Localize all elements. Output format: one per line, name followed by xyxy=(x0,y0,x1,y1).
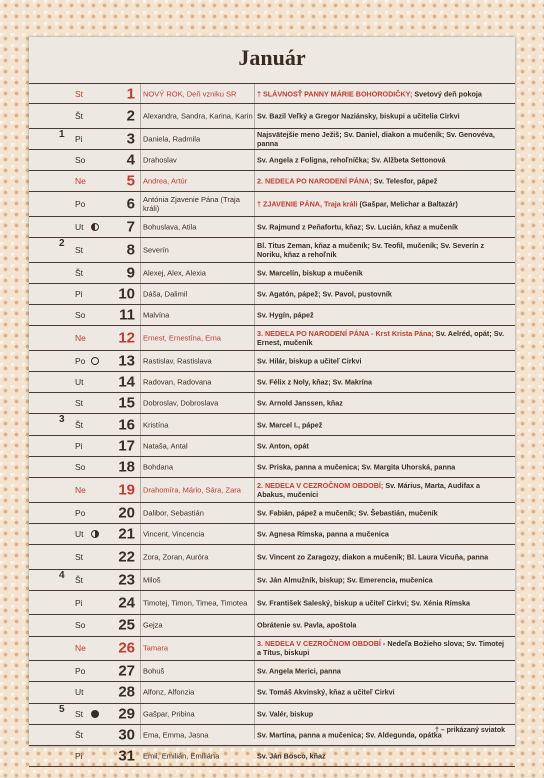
saints xyxy=(257,268,509,277)
day-row xyxy=(29,436,515,457)
day-number: 11 xyxy=(119,306,135,324)
day-number: 14 xyxy=(118,373,135,391)
name-day: NOVÝ ROK, Deň vzniku SR xyxy=(143,89,237,99)
moon-phase-icon xyxy=(91,530,99,538)
saints xyxy=(257,311,509,320)
day-row xyxy=(29,393,515,414)
weekday: Ut xyxy=(75,528,84,539)
weekday: So xyxy=(75,155,86,166)
week-number: 1 xyxy=(59,128,65,140)
day-row xyxy=(29,351,515,372)
day-row xyxy=(29,661,515,682)
moon-phase-icon xyxy=(91,223,99,231)
saint-text: Najsvätejšie meno Ježiš; Sv. Daniel, diakon a mučeník; Sv. Genovéva, panna xyxy=(257,129,495,148)
saint-text: Svetový deň pokoja xyxy=(412,89,482,99)
day-row xyxy=(29,171,515,192)
saint-text: Sv. Bazil Veľký a Gregor Naziánsky, biskupi a učitelia Cirkvi xyxy=(257,111,460,121)
saints xyxy=(257,441,509,450)
day-row xyxy=(29,238,515,263)
weekday: St xyxy=(75,88,84,99)
saints xyxy=(257,529,509,538)
saints xyxy=(257,508,509,517)
day-row xyxy=(29,746,515,767)
day-row xyxy=(29,192,515,217)
name-day: Andrea, Artúr xyxy=(143,176,188,186)
day-number: 2 xyxy=(126,107,135,125)
saints xyxy=(257,462,509,471)
weekday: Ut xyxy=(75,377,84,388)
weekday: So xyxy=(75,620,86,631)
saint-text: Sv. Tomáš Akvinský, kňaz a učiteľ Cirkvi xyxy=(257,687,395,697)
saint-text: Sv. Marcelín, biskup a mučeník xyxy=(257,268,363,278)
day-rows xyxy=(29,83,515,767)
day-number: 5 xyxy=(126,172,135,190)
weekday: Ne xyxy=(75,176,86,187)
saint-text: Sv. Márius, Marta, Audifax a Abakus, mučeníci xyxy=(257,480,480,499)
saints xyxy=(257,378,509,387)
name-day: Rastislav, Rastislava xyxy=(143,356,212,366)
saint-text: Sv. Priska, panna a mučenica; Sv. Margita Uhorská, panna xyxy=(257,462,456,472)
day-row xyxy=(29,305,515,326)
saints xyxy=(257,481,509,499)
day-number: 13 xyxy=(118,352,135,370)
saint-text: Sv. Arnold Janssen, kňaz xyxy=(257,398,343,408)
day-row xyxy=(29,326,515,351)
saint-text: Sv. František Saleský, biskup a učiteľ Cirkvi; Sv. Xénia Rímska xyxy=(257,598,471,608)
day-row xyxy=(29,503,515,524)
day-number: 16 xyxy=(118,416,135,434)
day-row xyxy=(29,682,515,703)
day-number: 25 xyxy=(118,616,135,634)
day-row xyxy=(29,704,515,725)
name-day: Alexandra, Sandra, Karina, Karin xyxy=(143,111,253,121)
day-number: 29 xyxy=(118,705,135,723)
weekday: Ut xyxy=(75,222,84,233)
day-row xyxy=(29,372,515,393)
saint-text: Sv. Ján Almužník, biskup; Sv. Emerencia, mučenica xyxy=(257,575,433,585)
saint-text: Sv. Fabián, pápež a mučeník; Sv. Šebastián, mučeník xyxy=(257,508,438,518)
day-row xyxy=(29,263,515,284)
name-day: Ema, Emma, Jasna xyxy=(143,730,209,740)
saints xyxy=(257,223,509,232)
day-number: 26 xyxy=(118,639,135,657)
name-day: Antónia Zjavenie Pána (Traja králi) xyxy=(143,195,240,214)
name-day: Gejza xyxy=(143,620,163,630)
name-day: Timotej, Timon, Timea, Timotea xyxy=(143,598,248,608)
name-day: Radovan, Radovana xyxy=(143,377,212,387)
saints xyxy=(257,130,509,148)
day-row xyxy=(29,478,515,503)
saints xyxy=(257,420,509,429)
weekday: So xyxy=(75,310,86,321)
day-row xyxy=(29,414,515,435)
saints xyxy=(257,156,509,165)
calendar-sheet xyxy=(29,37,515,765)
name-day: Kristína xyxy=(143,420,169,430)
saint-text: Sv. Angela z Foligna, rehoľníčka; Sv. Alžbeta Settonová xyxy=(257,155,446,165)
weekday: Pi xyxy=(75,440,83,451)
day-row xyxy=(29,129,515,150)
feast-title: 2. NEDEĽA V CEZROČNOM OBDOBÍ; xyxy=(257,480,384,490)
weekday: Po xyxy=(75,507,86,518)
saints xyxy=(257,329,509,347)
name-day: Daniela, Radmila xyxy=(143,134,201,144)
day-number: 3 xyxy=(126,130,135,148)
day-number: 1 xyxy=(126,85,135,103)
weekday: Št xyxy=(75,110,84,121)
feast-title: 3. NEDEĽA V CEZROČNOM OBDOBÍ xyxy=(257,639,381,649)
saint-text: Sv. Anton, opát xyxy=(257,441,309,451)
day-row xyxy=(29,150,515,171)
saints xyxy=(257,598,509,607)
saints xyxy=(257,200,509,209)
weekday: Št xyxy=(75,419,84,430)
day-row xyxy=(29,637,515,662)
day-number: 28 xyxy=(118,683,135,701)
day-row xyxy=(29,615,515,636)
day-row xyxy=(29,457,515,478)
saints xyxy=(257,177,509,186)
day-number: 15 xyxy=(118,394,135,412)
saint-text: Sv. Valér, biskup xyxy=(257,709,314,719)
weekday: So xyxy=(75,461,86,472)
day-number: 27 xyxy=(118,662,135,680)
weekday: Po xyxy=(75,666,86,677)
saint-text: - Nedeľa Božieho slova; Sv. Timotej a Títus, biskupi xyxy=(257,639,505,658)
name-day: Severín xyxy=(143,245,169,255)
saint-text: Sv. Aelréd, opát; Sv. Ernest, mučeník xyxy=(257,329,504,348)
weekday: St xyxy=(75,708,84,719)
weekday: Ne xyxy=(75,333,86,344)
weekday: Št xyxy=(75,574,84,585)
day-number: 19 xyxy=(118,481,135,499)
name-day: Drahoslav xyxy=(143,155,177,165)
saints xyxy=(257,575,509,584)
name-day: Malvína xyxy=(143,310,170,320)
saint-text: Sv. Vincent zo Zaragozy, diakon a mučeník; Bl. Laura Vicuňa, panna xyxy=(257,552,489,562)
weekday: St xyxy=(75,244,84,255)
day-number: 10 xyxy=(118,285,135,303)
name-day: Vincent, Vincencia xyxy=(143,529,205,539)
moon-phase-icon xyxy=(91,710,99,718)
name-day: Dáša, Dalimil xyxy=(143,289,188,299)
name-day: Gašpar, Pribina xyxy=(143,709,195,719)
month-title: Január xyxy=(238,45,306,70)
name-day: Nataša, Antal xyxy=(143,441,188,451)
saints xyxy=(257,552,509,561)
feast-title: † ZJAVENIE PÁNA, Traja králi xyxy=(257,199,358,209)
day-number: 12 xyxy=(118,329,135,347)
day-number: 31 xyxy=(118,747,135,765)
day-number: 8 xyxy=(126,241,135,259)
saint-text: Sv. Marcel I., pápež xyxy=(257,420,323,430)
saint-text: (Gašpar, Melichar a Baltazár) xyxy=(357,199,458,209)
saint-text: Sv. Rajmund z Peňafortu, kňaz; Sv. Lucián, kňaz a mučeník xyxy=(257,222,459,232)
feast-title: † SLÁVNOSŤ PANNY MÁRIE BOHORODIČKY; xyxy=(257,89,413,99)
name-day: Drahomíra, Mário, Sára, Zara xyxy=(143,485,241,495)
name-day: Dalibor, Sebastián xyxy=(143,508,204,518)
saints xyxy=(257,111,509,120)
weekday: Št xyxy=(75,729,84,740)
weekday: Ne xyxy=(75,643,86,654)
weekday: St xyxy=(75,398,84,409)
weekday: Pi xyxy=(75,597,83,608)
saints xyxy=(257,667,509,676)
week-number: 2 xyxy=(59,238,65,250)
name-day: Zora, Zoran, Auróra xyxy=(143,552,209,562)
saint-text: Sv. Agnesa Rímska, panna a mučenica xyxy=(257,529,389,539)
day-number: 21 xyxy=(118,525,135,543)
weekday: Po xyxy=(75,355,86,366)
saints xyxy=(257,688,509,697)
day-row xyxy=(29,591,515,616)
day-row xyxy=(29,104,515,129)
saints xyxy=(257,639,509,657)
day-row xyxy=(29,83,515,104)
week-number: 3 xyxy=(59,414,65,426)
day-row xyxy=(29,284,515,305)
feast-title: 2. NEDEĽA PO NARODENÍ PÁNA; xyxy=(257,176,372,186)
name-day: Emil, Emilián, Emiliána xyxy=(143,751,220,761)
saint-text: Sv. Hygín, pápež xyxy=(257,310,314,320)
name-day: Bohdana xyxy=(143,462,174,472)
day-number: 23 xyxy=(118,571,135,589)
day-number: 17 xyxy=(118,437,135,455)
name-day: Bohuslava, Atila xyxy=(143,222,197,232)
day-number: 6 xyxy=(126,195,135,213)
day-number: 9 xyxy=(126,264,135,282)
feast-title: 3. NEDEĽA PO NARODENÍ PÁNA - Krst Krista Pána; xyxy=(257,329,434,339)
saint-text: Sv. Hilár, biskup a učiteľ Cirkvi xyxy=(257,356,362,366)
name-day: Tamara xyxy=(143,643,169,653)
moon-phase-icon xyxy=(91,357,99,365)
day-number: 22 xyxy=(118,548,135,566)
name-day: Alfonz, Alfonzia xyxy=(143,687,195,697)
weekday: Ne xyxy=(75,484,86,495)
saints xyxy=(257,709,509,718)
weekday: Št xyxy=(75,267,84,278)
saints xyxy=(257,89,509,98)
saints xyxy=(257,241,509,259)
day-number: 4 xyxy=(126,151,135,169)
name-day: Bohuš xyxy=(143,666,165,676)
saint-text: Sv. Telesfor, pápež xyxy=(371,176,438,186)
day-row xyxy=(29,524,515,545)
weekday: Po xyxy=(75,199,86,210)
name-day: Ernest, Ernestína, Erna xyxy=(143,333,221,343)
saint-text: Obrátenie sv. Pavla, apoštola xyxy=(257,620,357,630)
saints xyxy=(257,621,509,630)
saints xyxy=(257,751,509,760)
weekday: Pi xyxy=(75,133,83,144)
saints xyxy=(257,290,509,299)
day-row xyxy=(29,545,515,570)
weekday: Pi xyxy=(75,289,83,299)
day-number: 18 xyxy=(118,458,135,476)
name-day: Dobroslav, Dobroslava xyxy=(143,398,219,408)
day-number: 24 xyxy=(118,594,135,612)
day-number: 30 xyxy=(118,726,135,744)
name-day: Miloš xyxy=(143,575,161,585)
day-number: 20 xyxy=(118,504,135,522)
saint-text: Sv. Agatón, pápež; Sv. Pavol, pustovník xyxy=(257,289,392,299)
day-row xyxy=(29,217,515,238)
day-number: 7 xyxy=(126,218,135,236)
saint-text: Sv. Angela Merici, panna xyxy=(257,666,341,676)
name-day: Alexej, Alex, Alexia xyxy=(143,268,206,278)
saint-text: Sv. Ján Bosco, kňaz xyxy=(257,751,326,761)
saint-text: Bl. Titus Zeman, kňaz a mučeník; Sv. Teofil, mučeník; Sv. Severín z Noriku, kňaz a rehoľník xyxy=(257,240,485,259)
saint-text: Sv. Martina, panna a mučenica; Sv. Aldegunda, opátka xyxy=(257,730,442,740)
saints xyxy=(257,356,509,365)
day-row xyxy=(29,570,515,591)
weekday: St xyxy=(75,551,84,562)
week-number: 4 xyxy=(59,569,65,581)
weekday: Ut xyxy=(75,687,84,698)
footnote: † – prikázaný sviatok xyxy=(434,727,505,734)
saints xyxy=(257,399,509,408)
weekday: Pi xyxy=(75,750,83,761)
saint-text: Sv. Félix z Noly, kňaz; Sv. Makrína xyxy=(257,377,373,387)
week-number: 5 xyxy=(59,703,65,715)
